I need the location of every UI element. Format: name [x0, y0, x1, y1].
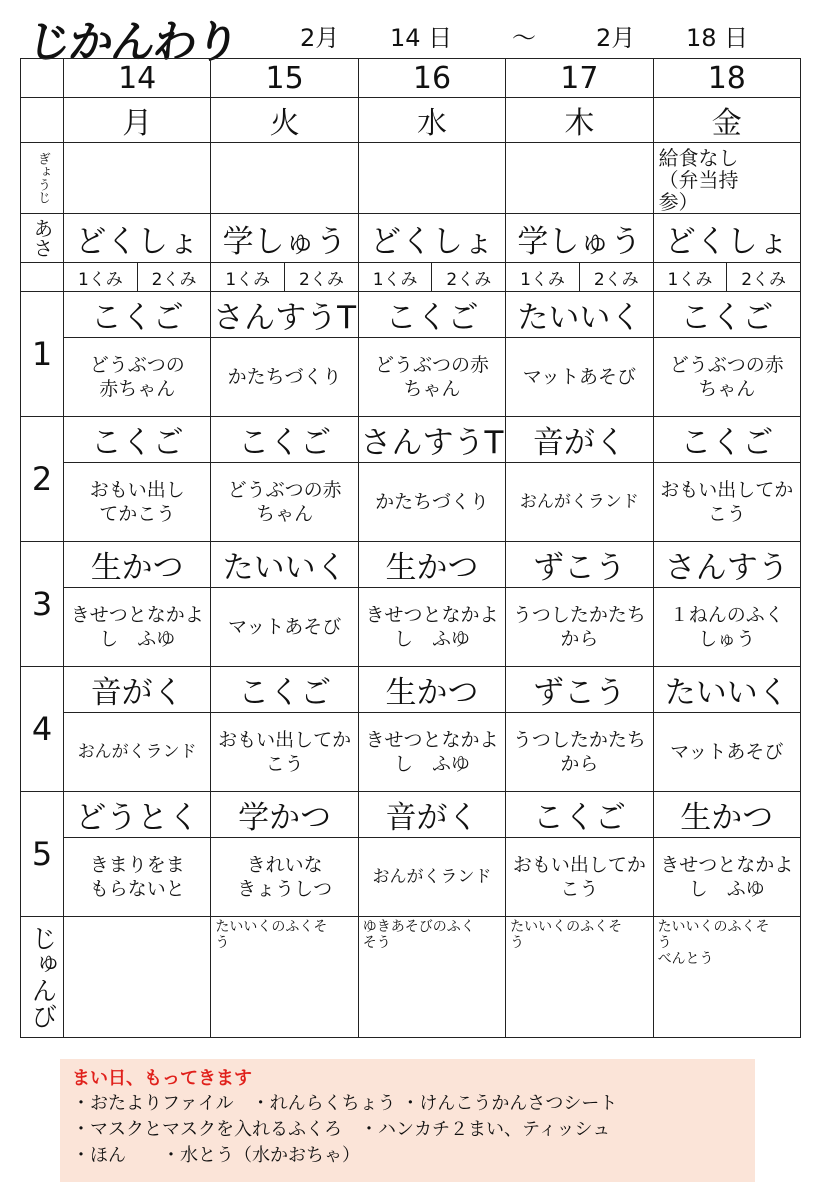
morning-activity-cell — [64, 214, 211, 263]
event-cell — [506, 143, 653, 214]
date-cell-text: 17 — [560, 60, 599, 96]
class-cell — [653, 263, 800, 292]
lesson-detail-cell — [506, 588, 653, 667]
start-day: 14 日 — [390, 24, 453, 52]
subject-cell-text: 音がく — [385, 800, 479, 836]
class-split — [211, 263, 357, 291]
morning-activity-cell-text: 学しゅう — [517, 223, 642, 260]
weekday-cell — [506, 98, 653, 143]
class-cell — [211, 263, 358, 292]
lesson-detail-cell-text: マットあそび — [670, 741, 784, 763]
morning-activity-cell-text: どくしょ — [75, 223, 200, 260]
class-cell — [64, 263, 211, 292]
lesson-detail-cell-text: おもい出し てかこう — [89, 479, 185, 525]
preparation-row — [21, 917, 801, 1038]
weekday-row — [21, 98, 801, 143]
subject-cell — [506, 542, 653, 588]
subject-cell — [64, 417, 211, 463]
lesson-detail-cell-text: かたちづくり — [375, 491, 489, 513]
lesson-detail-cell-text: うつしたかたち から — [512, 604, 646, 650]
lesson-detail-cell-text: おんがくランド — [519, 492, 639, 512]
corner-cell — [21, 263, 64, 292]
subject-cell-text: 音がく — [90, 675, 184, 711]
period-subject-row — [21, 542, 801, 588]
end-day: 18 日 — [686, 24, 749, 52]
preparation-cell — [506, 917, 653, 1038]
class-2-label: 2くみ — [741, 269, 787, 290]
lesson-detail-cell-text: マットあそび — [227, 616, 342, 638]
weekday-cell — [653, 98, 800, 143]
subject-cell-text: こくご — [680, 425, 774, 461]
period-detail-row — [21, 713, 801, 792]
lesson-detail-cell-text: きれいな きょうしつ — [237, 854, 333, 900]
subject-cell-text: こくご — [90, 300, 184, 336]
class-split — [654, 263, 800, 291]
date-cell — [506, 59, 653, 98]
event-cell-text: 給食なし （弁当持 参） — [658, 146, 739, 214]
lesson-detail-cell-text: おんがくランド — [77, 742, 197, 762]
weekday-cell — [358, 98, 505, 143]
class-2-label: 2くみ — [151, 269, 197, 290]
subject-cell-text: 生かつ — [90, 550, 184, 586]
lesson-detail-cell-text: マットあそび — [522, 366, 636, 388]
subject-cell-text: さんすう — [664, 550, 789, 586]
lesson-detail-cell-text: １ねんのふく しゅう — [669, 604, 784, 650]
events-label: ぎょうじ — [35, 152, 50, 204]
lesson-detail-cell-text: おもい出してか こう — [218, 729, 352, 775]
lesson-detail-cell — [64, 338, 211, 417]
morning-row — [21, 214, 801, 263]
period-subject-row — [21, 417, 801, 463]
lesson-detail-cell — [358, 588, 505, 667]
lesson-detail-cell — [506, 838, 653, 917]
date-cell-text: 16 — [412, 60, 452, 96]
subject-cell-text: たいいく — [664, 675, 789, 711]
notice-line: ・おたよりファイル ・れんらくちょう ・けんこうかんさつシート — [72, 1093, 618, 1114]
lesson-detail-cell-text: おもい出してか こう — [660, 479, 794, 525]
lesson-detail-cell — [506, 713, 653, 792]
subject-cell-text: さんすうT — [360, 425, 504, 461]
subject-cell — [506, 292, 653, 338]
subject-cell — [653, 792, 800, 838]
lesson-detail-cell — [653, 463, 800, 542]
lesson-detail-cell — [653, 338, 800, 417]
lesson-detail-cell — [211, 463, 358, 542]
subject-cell-text: さんすうT — [213, 300, 357, 336]
subject-cell-text: 生かつ — [680, 800, 774, 836]
page-title: じかんわり — [23, 17, 241, 68]
period-number: 3 — [21, 542, 64, 667]
lesson-detail-cell — [64, 713, 211, 792]
lesson-detail-cell — [358, 713, 505, 792]
preparation-cell — [653, 917, 800, 1038]
weekday-cell-text: 火 — [269, 106, 300, 141]
end-month: 2月 — [596, 24, 636, 52]
weekday-cell-text: 金 — [711, 106, 742, 141]
notice-line: ・ほん ・水とう（水かおちゃ） — [72, 1145, 360, 1166]
subject-cell-text: こくご — [238, 425, 332, 461]
range-tilde: ～ — [512, 24, 536, 52]
lesson-detail-cell — [358, 838, 505, 917]
lesson-detail-cell-text: きせつとなかよ し ふゆ — [365, 604, 499, 650]
subject-cell-text: こくご — [532, 800, 626, 836]
morning-activity-cell — [358, 214, 505, 263]
class-1-label: 1くみ — [64, 263, 138, 291]
period-detail-row — [21, 588, 801, 667]
subject-cell — [211, 292, 358, 338]
class-1-label: 1くみ — [211, 263, 285, 291]
subject-cell-text: 音がく — [532, 425, 626, 461]
subject-cell-text: 生かつ — [385, 550, 479, 586]
lesson-detail-cell — [653, 588, 800, 667]
subject-cell — [358, 667, 505, 713]
lesson-detail-cell — [211, 713, 358, 792]
lesson-detail-cell — [506, 338, 653, 417]
preparation-label: じゅんび — [27, 925, 57, 1029]
daily-items-notice — [60, 1059, 755, 1182]
subject-cell — [64, 792, 211, 838]
date-cell-text: 15 — [265, 60, 304, 96]
subject-cell-text: どうとく — [75, 800, 200, 836]
subject-cell-text: たいいく — [222, 550, 347, 586]
date-cell — [358, 59, 505, 98]
subject-cell — [211, 417, 358, 463]
subject-cell-text: こくご — [680, 300, 774, 336]
subject-cell-text: 学かつ — [238, 800, 332, 836]
lesson-detail-cell — [211, 838, 358, 917]
lesson-detail-cell-text: きせつとなかよ し ふゆ — [365, 729, 499, 775]
corner-cell — [21, 59, 64, 98]
period-number: 4 — [21, 667, 64, 792]
event-cell — [358, 143, 505, 214]
period-detail-row — [21, 838, 801, 917]
class-cell — [358, 263, 505, 292]
lesson-detail-cell-text: かたちづくり — [227, 366, 342, 388]
period-subject-row — [21, 792, 801, 838]
preparation-cell-text: たいいくのふくそ う — [215, 919, 328, 951]
date-cell — [653, 59, 800, 98]
lesson-detail-cell-text: どうぶつの 赤ちゃん — [89, 354, 185, 400]
date-cell-text: 18 — [707, 60, 746, 96]
period-subject-row — [21, 667, 801, 713]
morning-label: あさ — [30, 218, 54, 258]
lesson-detail-cell — [653, 713, 800, 792]
preparation-cell — [358, 917, 505, 1038]
lesson-detail-cell-text: きせつとなかよ し ふゆ — [660, 854, 794, 900]
subject-cell-text: こくご — [385, 300, 479, 336]
lesson-detail-cell — [64, 588, 211, 667]
morning-activity-cell — [653, 214, 800, 263]
weekday-cell-text: 木 — [564, 106, 595, 141]
lesson-detail-cell-text: おんがくランド — [372, 867, 492, 887]
lesson-detail-cell — [211, 338, 358, 417]
events-row — [21, 143, 801, 214]
subject-cell-text: ずこう — [532, 550, 626, 586]
subject-cell — [358, 542, 505, 588]
morning-activity-cell — [211, 214, 358, 263]
period-number: 1 — [21, 292, 64, 417]
lesson-detail-cell — [506, 463, 653, 542]
preparation-cell-text: たいいくのふくそ う べんとう — [657, 919, 770, 967]
subject-cell-text: こくご — [90, 425, 184, 461]
lesson-detail-cell-text: おもい出してか こう — [512, 854, 646, 900]
class-1-label: 1くみ — [506, 263, 580, 291]
preparation-cell — [64, 917, 211, 1038]
class-split — [506, 263, 652, 291]
weekday-cell — [64, 98, 211, 143]
weekday-cell-text: 水 — [416, 106, 447, 141]
morning-activity-cell — [506, 214, 653, 263]
subject-cell-text: ずこう — [532, 675, 626, 711]
period-detail-row — [21, 338, 801, 417]
class-1-label: 1くみ — [359, 263, 433, 291]
subject-cell — [211, 667, 358, 713]
lesson-detail-cell-text: どうぶつの赤 ちゃん — [374, 354, 489, 400]
lesson-detail-cell — [358, 338, 505, 417]
subject-cell — [358, 292, 505, 338]
corner-cell — [21, 98, 64, 143]
subject-cell — [358, 417, 505, 463]
subject-cell-text: こくご — [238, 675, 332, 711]
preparation-cell — [211, 917, 358, 1038]
lesson-detail-cell — [64, 838, 211, 917]
class-1-label: 1くみ — [654, 263, 728, 291]
lesson-detail-cell-text: きせつとなかよ し ふゆ — [70, 604, 204, 650]
preparation-cell-text: たいいくのふくそ う — [510, 919, 623, 951]
subject-cell — [653, 417, 800, 463]
weekday-cell — [211, 98, 358, 143]
event-cell — [211, 143, 358, 214]
class-2-label: 2くみ — [299, 269, 344, 290]
subject-cell-text: たいいく — [517, 300, 642, 336]
subject-cell — [506, 417, 653, 463]
lesson-detail-cell-text: どうぶつの赤 ちゃん — [227, 479, 342, 525]
events-label-cell — [21, 143, 64, 214]
period-subject-row — [21, 292, 801, 338]
morning-activity-cell-text: どくしょ — [664, 223, 789, 260]
lesson-detail-cell — [653, 838, 800, 917]
subject-cell — [653, 667, 800, 713]
subject-cell-text: 生かつ — [385, 675, 479, 711]
preparation-label-cell — [21, 917, 64, 1038]
subject-cell — [64, 667, 211, 713]
lesson-detail-cell-text: うつしたかたち から — [512, 729, 646, 775]
subject-cell — [506, 792, 653, 838]
subject-cell — [653, 292, 800, 338]
notice-line: ・マスクとマスクを入れるふくろ ・ハンカチ２まい、ティッシュ — [72, 1119, 611, 1140]
morning-activity-cell-text: 学しゅう — [222, 223, 347, 260]
period-detail-row — [21, 463, 801, 542]
timetable — [20, 58, 801, 1038]
period-number: 2 — [21, 417, 64, 542]
morning-activity-cell-text: どくしょ — [369, 223, 494, 260]
class-2-label: 2くみ — [446, 269, 492, 290]
class-cell — [506, 263, 653, 292]
notice-title: まい日、もってきます — [72, 1068, 252, 1089]
lesson-detail-cell — [211, 588, 358, 667]
event-cell — [64, 143, 211, 214]
class-split — [359, 263, 505, 291]
class-2-label: 2くみ — [593, 269, 639, 290]
subject-cell — [506, 667, 653, 713]
date-cell-text: 14 — [118, 60, 157, 96]
morning-label-cell — [21, 214, 64, 263]
class-row — [21, 263, 801, 292]
date-cell — [64, 59, 211, 98]
lesson-detail-cell-text: どうぶつの赤 ちゃん — [669, 354, 784, 400]
date-row — [21, 59, 801, 98]
period-number: 5 — [21, 792, 64, 917]
event-cell — [653, 143, 800, 214]
subject-cell — [211, 792, 358, 838]
subject-cell — [358, 792, 505, 838]
lesson-detail-cell — [64, 463, 211, 542]
subject-cell — [64, 292, 211, 338]
subject-cell — [211, 542, 358, 588]
class-split — [64, 263, 210, 291]
date-cell — [211, 59, 358, 98]
weekday-cell-text: 月 — [122, 106, 153, 141]
subject-cell — [653, 542, 800, 588]
preparation-cell-text: ゆきあそびのふく そう — [362, 919, 475, 951]
lesson-detail-cell — [358, 463, 505, 542]
lesson-detail-cell-text: きまりをま もらないと — [89, 854, 185, 900]
subject-cell — [64, 542, 211, 588]
start-month: 2月 — [300, 24, 340, 52]
